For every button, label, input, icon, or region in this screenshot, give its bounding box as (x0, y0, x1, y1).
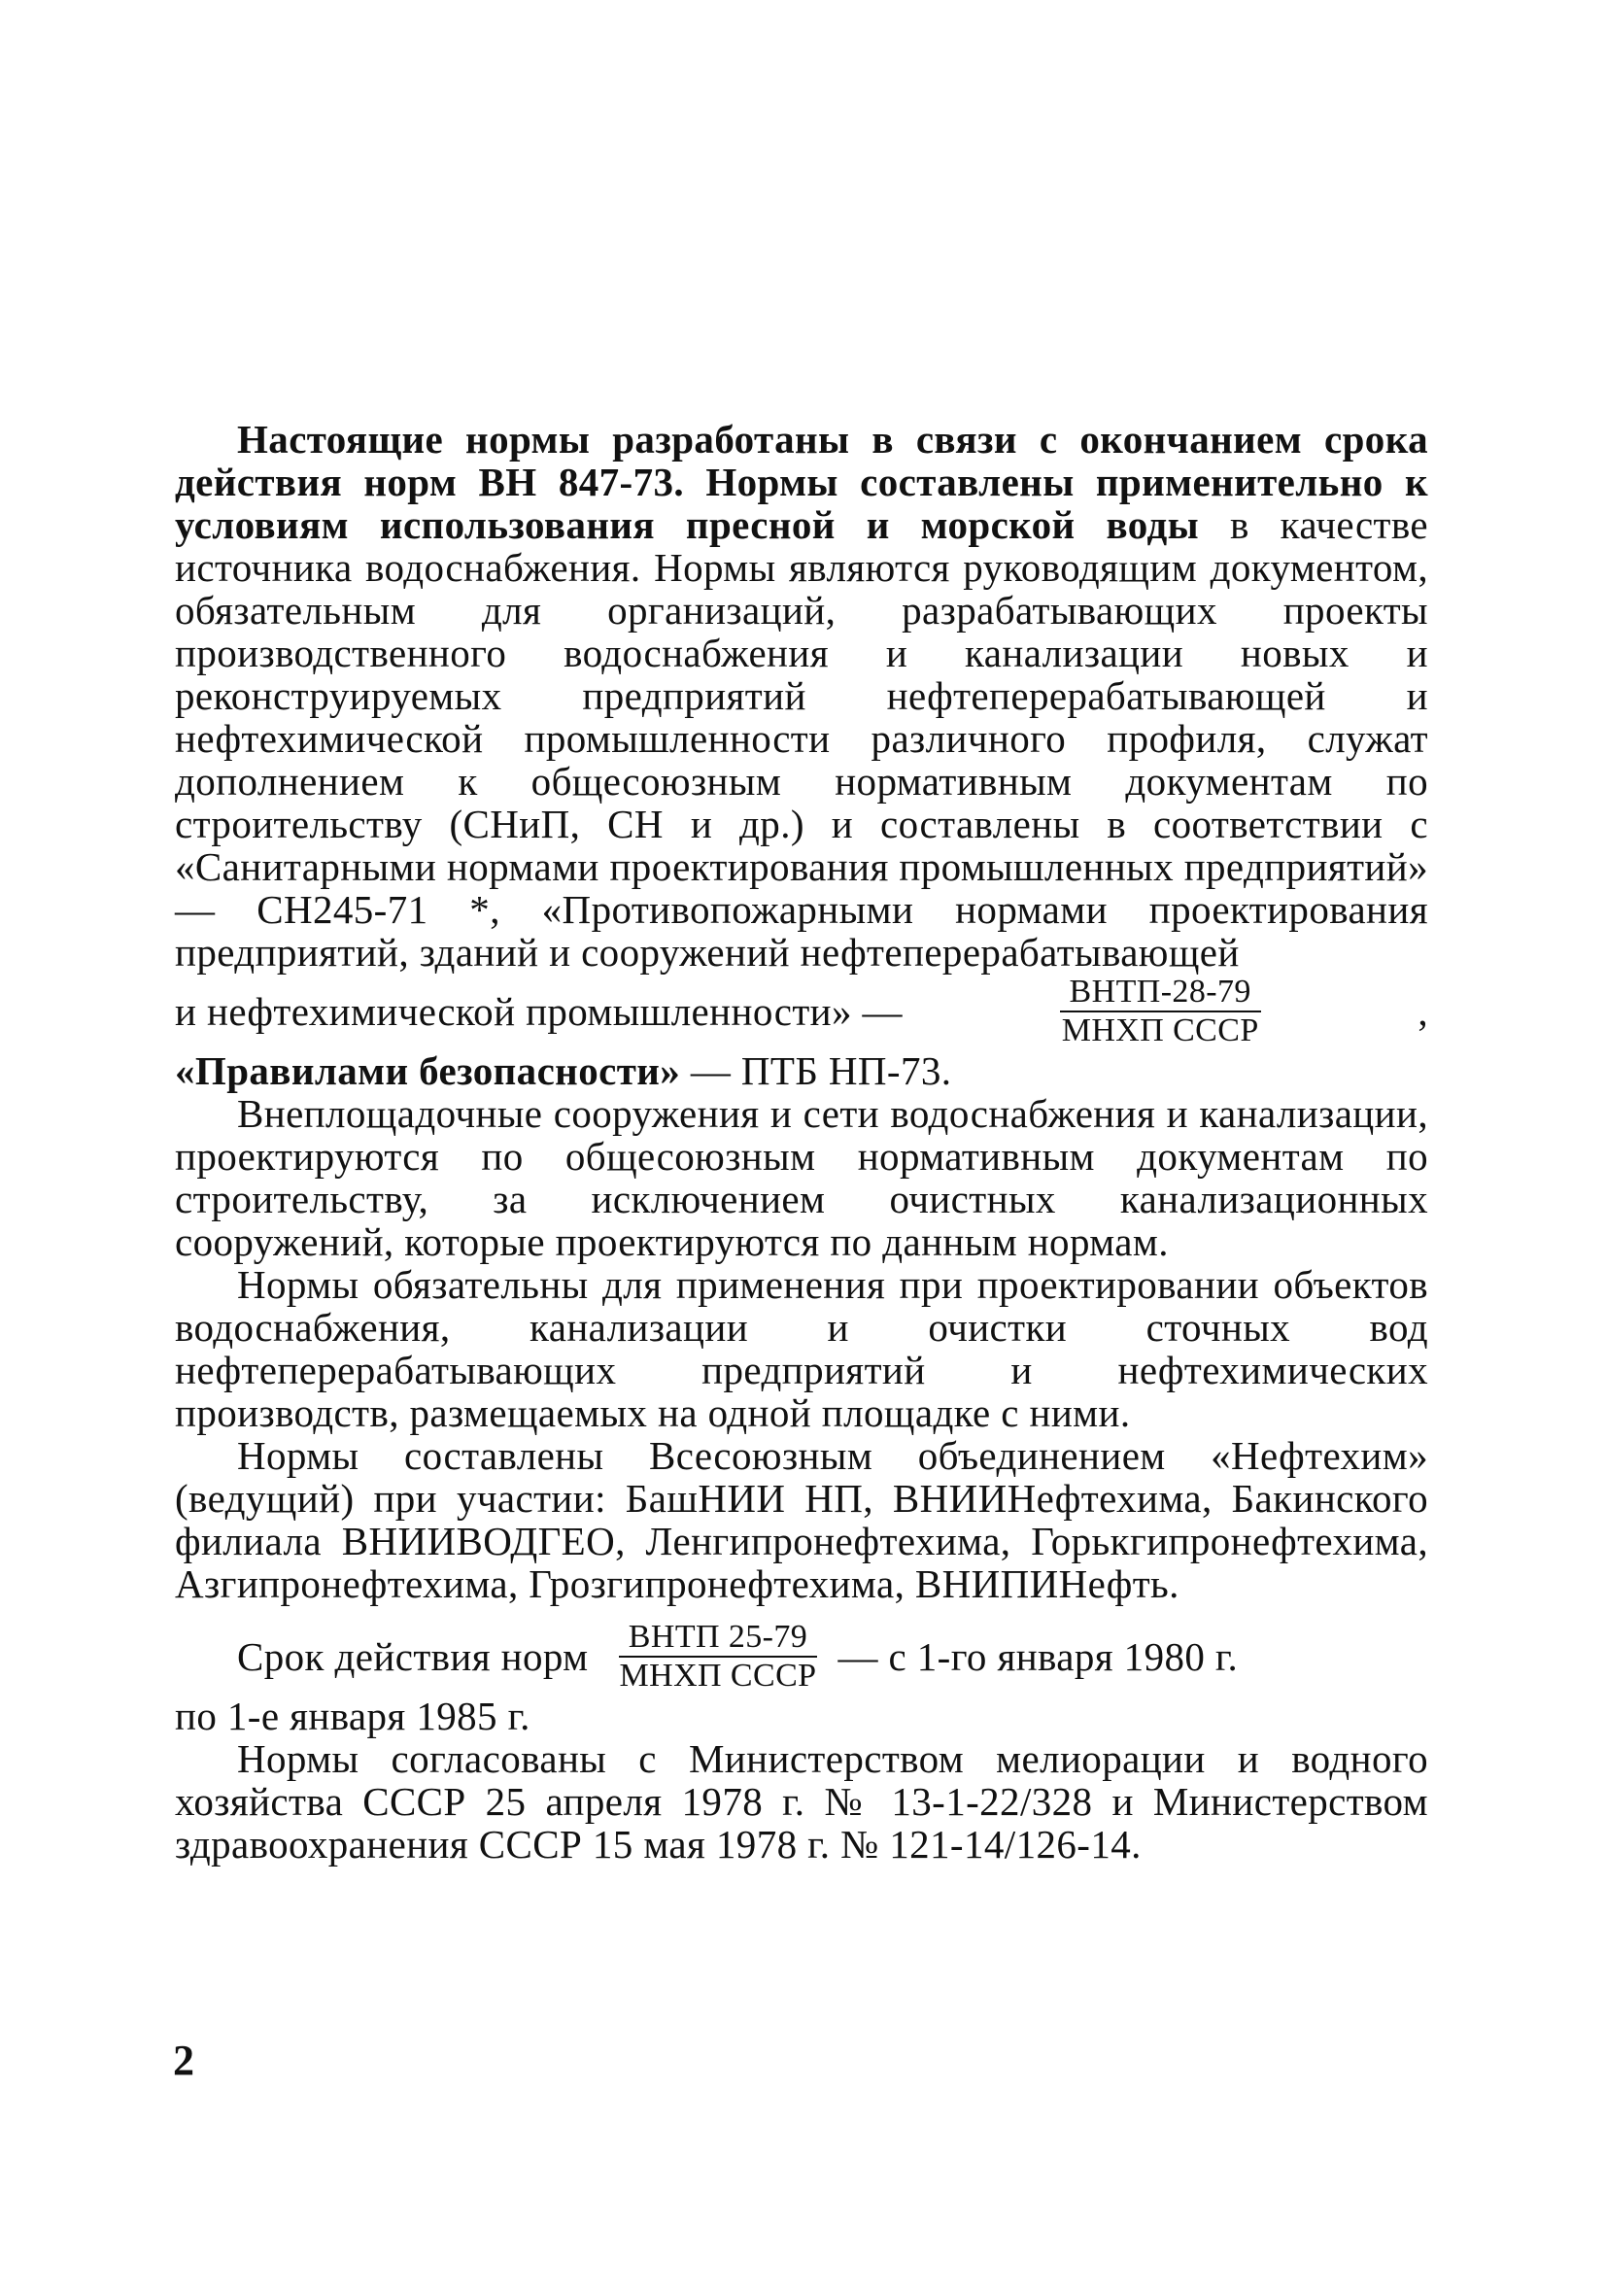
offsite-facilities-text: Внеплощадочные сооружения и сети водоснабжения и канализации, проектируются по общесоюзным нормативным документам по строительству, за исключением очистных канализационных сооружений, которые проектируются по данным нормам. (175, 1091, 1428, 1264)
vntp-reference-lead: и нефтехимической промышленности» — (175, 989, 903, 1034)
vntp-reference-line (175, 974, 1428, 1049)
validity-lead: Срок действия норм (237, 1634, 589, 1679)
authors-text: Нормы составлены Всесоюзным объединением «Нефтехим» (ведущий) при участии: БашНИИ НП, ВНИИНефтехима, Бакинского филиала ВНИИВОДГЕО, Ленгипронефтехима, Горькгипронефтехима, Азгипронефтехима, Грозгипронефтехима, ВНИПИНефть. (175, 1433, 1428, 1606)
paragraph-approvals (175, 1737, 1428, 1866)
approvals-text: Нормы согласованы с Министерством мелиорации и водного хозяйства СССР 25 апреля 1978 г. № 13-1-22/328 и Министерством здравоохранения СССР 15 мая 1978 г. № 121-14/126-14. (175, 1736, 1428, 1867)
page-number: 2 (173, 2037, 194, 2084)
vntp-28-79-fraction (1052, 974, 1269, 1049)
validity-start-date: — с 1-го января 1980 г. (837, 1634, 1239, 1679)
paragraph-intro (175, 418, 1428, 974)
fraction-numerator: ВНТП-28-79 (1060, 974, 1261, 1012)
fraction-denominator: МНХП СССР (1061, 1012, 1259, 1048)
paragraph-mandatory (175, 1263, 1428, 1434)
mandatory-text: Нормы обязательны для применения при проектировании объектов водоснабжения, канализации и очистки сточных вод нефтеперерабатывающих предприятий и нефтехимических производств, размещаемых на одной площадке с ними. (175, 1262, 1428, 1435)
intro-bold-text: Настоящие нормы разработаны в связи с окончанием срока действия норм ВН 847-73. Нормы составлены применительно к условиям использования пресной и морской воды (175, 417, 1428, 547)
safety-rules-line (175, 1049, 1428, 1092)
paragraph-authors (175, 1434, 1428, 1605)
safety-rules-title: «Правилами безопасности» (175, 1048, 681, 1093)
validity-end-date: по 1-е января 1985 г. (175, 1694, 530, 1738)
safety-rules-code: — ПТБ НП-73. (680, 1048, 952, 1093)
paragraph-offsite-facilities (175, 1092, 1428, 1263)
vntp-25-79-fraction (610, 1619, 827, 1695)
fraction-numerator: ВНТП 25-79 (619, 1619, 817, 1658)
body-text (175, 418, 1428, 1866)
validity-period-line (175, 1619, 1428, 1695)
validity-end-line (175, 1695, 1428, 1737)
vntp-reference-tail: , (1418, 989, 1428, 1034)
fraction-denominator: МНХП СССР (619, 1658, 817, 1694)
intro-text: в качестве источника водоснабжения. Нормы являются руководящим документом, обязательным для организаций, разрабатывающих проекты производственного водоснабжения и канализации новых и реконструируемых предприятий нефтеперерабатывающей и нефтехимической промышленности различного профиля, служат дополнением к общесоюзным нормативным документам по строительству (СНиП, СН и др.) и составлены в соответствии с «Санитарными нормами проектирования промышленных предприятий» — СН245-71 *, «Противопожарными нормами проектирования предприятий, зданий и сооружений нефтеперерабатывающей (175, 502, 1428, 975)
